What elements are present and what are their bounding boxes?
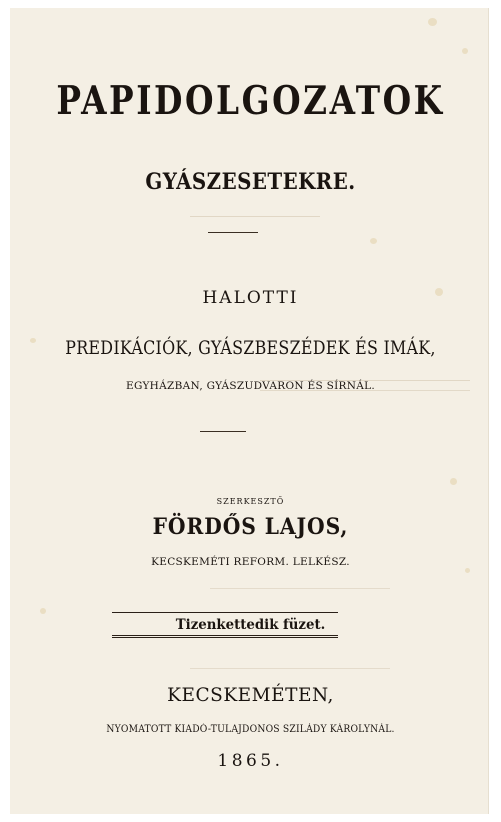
printer-line: NYOMATOTT KIADÓ-TULAJDONOS SZILÁDY KÁROLYNÁL. (106, 724, 395, 735)
publication-place: KECSKEMÉTEN, (167, 685, 334, 706)
contents-line: PREDIKÁCIÓK, GYÁSZBESZÉDEK ÉS IMÁK, (65, 338, 436, 359)
divider-rule (200, 431, 246, 432)
foxing-spot (462, 48, 468, 54)
author-role: KECSKEMÉTI REFORM. LELKÉSZ. (151, 556, 350, 568)
divider-rule (208, 232, 258, 233)
book-subtitle: GYÁSZESETEKRE. (145, 169, 356, 195)
show-through-line (190, 216, 320, 217)
foxing-spot (40, 608, 46, 614)
contents-detail: EGYHÁZBAN, GYÁSZUDVARON ÉS SÍRNÁL. (125, 380, 375, 392)
foxing-spot (450, 478, 457, 485)
foxing-spot (428, 18, 437, 26)
publication-year: 1865. (217, 751, 284, 771)
book-title: PAPIDOLGOZATOK (56, 78, 445, 124)
section-heading: HALOTTI (202, 288, 299, 308)
foxing-spot (465, 568, 470, 573)
show-through-line (210, 588, 390, 589)
author-name: FÖRDŐS LAJOS, (152, 514, 349, 540)
show-through-line (190, 668, 390, 669)
part-label: Tizenkettedik füzet. (175, 617, 326, 633)
foxing-spot (370, 238, 377, 244)
editor-label: SZERKESZTŐ (216, 497, 285, 506)
